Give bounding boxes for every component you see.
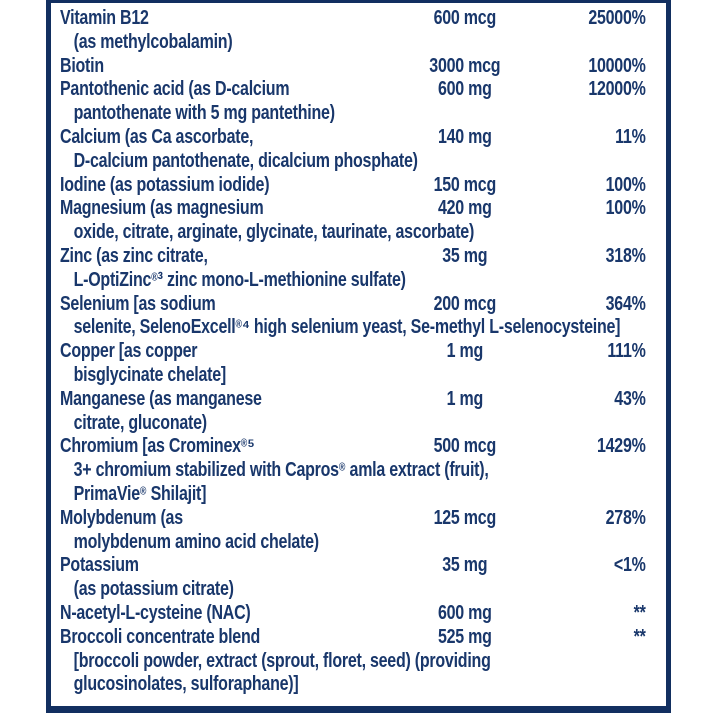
ingredient-daily-value: 25000% (588, 7, 646, 29)
ingredient-amount: 500 mcg (433, 435, 496, 458)
table-row (60, 507, 646, 555)
table-row (60, 7, 646, 55)
table-row (60, 55, 646, 79)
ingredient-main-line (60, 435, 646, 459)
ingredient-daily-value: 278% (605, 506, 646, 529)
ingredient-daily-value: 318% (605, 244, 646, 267)
ingredient-daily-value: 364% (605, 292, 646, 315)
ingredient-name-continuation: D-calcium pantothenate, dicalcium phosphate) (73, 149, 418, 172)
ingredient-main-line (60, 126, 646, 150)
ingredient-name: Vitamin B12 (60, 7, 149, 29)
ingredient-main-line (60, 388, 646, 412)
table-row (60, 126, 646, 174)
ingredient-amount: 1 mg (446, 340, 483, 363)
ingredient-daily-value: 100% (605, 173, 646, 196)
ingredient-name: Iodine (as potassium iodide) (60, 173, 270, 196)
ingredient-daily-value: ** (633, 601, 646, 624)
table-row (60, 554, 646, 602)
table-row (60, 602, 646, 626)
ingredient-daily-value: 11% (615, 125, 646, 148)
table-row (60, 174, 646, 198)
ingredient-name: Molybdenum (as (60, 506, 183, 529)
ingredient-main-line (60, 78, 646, 102)
ingredient-name: Pantothenic acid (as D-calcium (60, 78, 290, 101)
table-row (60, 626, 646, 697)
ingredient-daily-value: 100% (605, 197, 646, 220)
ingredient-name-continuation: (as methylcobalamin) (73, 30, 233, 53)
ingredient-name-continuation: (as potassium citrate) (73, 578, 234, 601)
ingredient-amount: 140 mg (437, 125, 492, 148)
ingredient-name: N-acetyl-L-cysteine (NAC) (60, 601, 251, 624)
ingredient-amount: 200 mcg (433, 292, 496, 315)
ingredient-name-continuation: pantothenate with 5 mg pantethine) (73, 102, 335, 125)
ingredient-main-line (60, 197, 646, 221)
ingredient-daily-value: <1% (613, 554, 646, 577)
ingredient-name-continuation: [broccoli powder, extract (sprout, floret, seed) (providing (73, 649, 491, 672)
ingredient-main-line (60, 602, 646, 626)
ingredient-main-line (60, 554, 646, 578)
ingredient-name: Chromium [as Crominex®⁵ (60, 435, 255, 458)
table-row (60, 340, 646, 388)
ingredient-amount: 35 mg (442, 244, 488, 267)
ingredient-daily-value: 1429% (596, 435, 646, 458)
ingredient-main-line (60, 293, 646, 317)
ingredient-name: Calcium (as Ca ascorbate, (60, 125, 254, 148)
ingredient-name-continuation: citrate, gluconate) (73, 411, 207, 434)
ingredient-daily-value: 43% (614, 387, 646, 410)
table-row (60, 197, 646, 245)
ingredient-name: Copper [as copper (60, 340, 198, 363)
supplement-facts-panel (46, 0, 671, 713)
ingredient-name-continuation: glucosinolates, sulforaphane)] (73, 673, 299, 696)
table-row (60, 245, 646, 293)
ingredient-main-line (60, 55, 646, 79)
ingredient-amount: 600 mg (437, 78, 492, 101)
ingredient-name-continuation: selenite, SelenoExcell®⁴ high selenium yeast, Se-methyl L-selenocysteine] (73, 316, 621, 339)
ingredient-name-continuation: L-OptiZinc®³ zinc mono-L-methionine sulfate) (73, 268, 406, 291)
ingredient-daily-value: 12000% (588, 78, 646, 101)
ingredient-name-continuation: PrimaVie® Shilajit] (73, 482, 207, 505)
ingredient-name: Biotin (60, 54, 104, 77)
table-row (60, 388, 646, 436)
ingredient-amount: 420 mg (437, 197, 492, 220)
ingredient-main-line (60, 340, 646, 364)
ingredient-amount: 600 mcg (433, 7, 496, 29)
ingredient-name-continuation: 3+ chromium stabilized with Capros® amla extract (fruit), (73, 459, 489, 482)
ingredient-amount: 35 mg (442, 554, 488, 577)
ingredient-main-line (60, 174, 646, 198)
ingredient-amount: 600 mg (437, 601, 492, 624)
ingredient-name: Selenium [as sodium (60, 292, 216, 315)
ingredient-name: Potassium (60, 554, 139, 577)
ingredient-amount: 150 mcg (433, 173, 496, 196)
ingredient-main-line (60, 507, 646, 531)
ingredient-name-continuation: oxide, citrate, arginate, glycinate, taurinate, ascorbate) (73, 221, 475, 244)
ingredient-table (60, 7, 646, 697)
table-row (60, 78, 646, 126)
ingredient-main-line (60, 245, 646, 269)
ingredient-daily-value: 111% (607, 340, 646, 363)
table-row (60, 435, 646, 506)
ingredient-amount: 1 mg (446, 387, 483, 410)
ingredient-main-line (60, 626, 646, 650)
ingredient-name: Magnesium (as magnesium (60, 197, 264, 220)
ingredient-daily-value: 10000% (588, 54, 646, 77)
ingredient-name: Zinc (as zinc citrate, (60, 244, 208, 267)
ingredient-name: Broccoli concentrate blend (60, 625, 261, 648)
table-row (60, 293, 646, 341)
ingredient-name: Manganese (as manganese (60, 387, 262, 410)
ingredient-name-continuation: bisglycinate chelate] (73, 363, 226, 386)
ingredient-main-line (60, 7, 646, 31)
ingredient-daily-value: ** (633, 625, 646, 648)
ingredient-amount: 125 mcg (433, 506, 496, 529)
ingredient-amount: 525 mg (437, 625, 492, 648)
ingredient-name-continuation: molybdenum amino acid chelate) (73, 530, 319, 553)
ingredient-amount: 3000 mcg (429, 54, 501, 77)
